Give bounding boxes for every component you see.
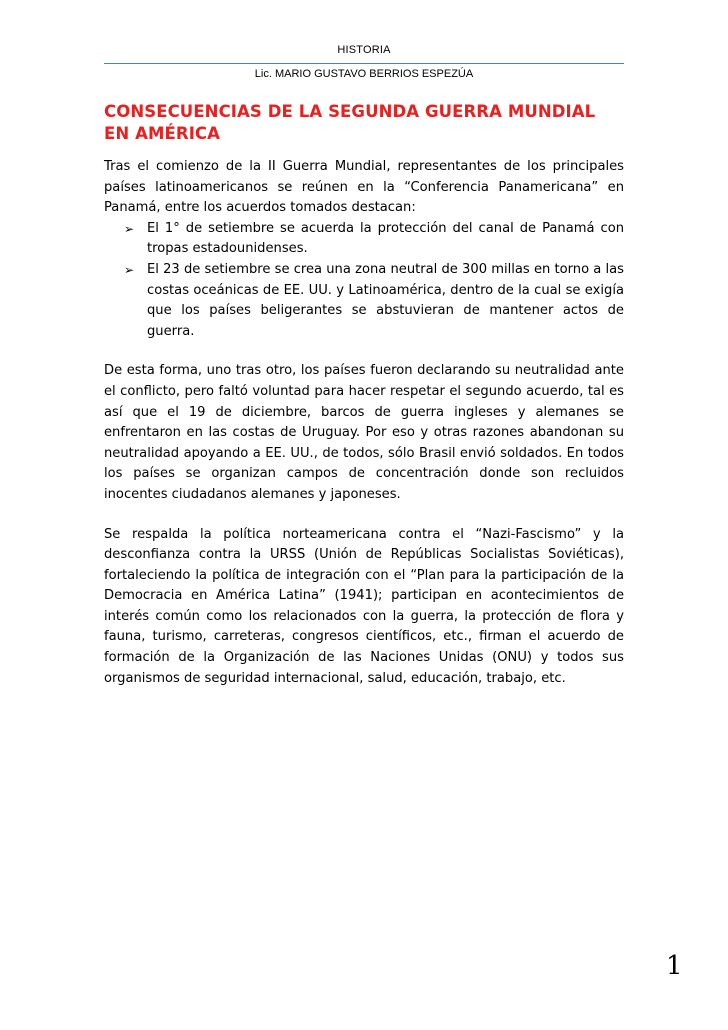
header-author: Lic. MARIO GUSTAVO BERRIOS ESPEZÚA	[254, 68, 474, 80]
list-item	[124, 260, 624, 342]
list-item-text: El 23 de setiembre se crea una zona neutral de 300 millas en torno a las costas oceánicas de EE. UU. y Latinoamérica, dentro de la cual se exigía que los países beligerantes se abstuvieran de mantener actos de guerra.	[147, 261, 624, 339]
document-title: CONSECUENCIAS DE LA SEGUNDA GUERRA MUNDIAL EN AMÉRICA	[104, 102, 596, 143]
paragraph-neutrality: De esta forma, uno tras otro, los países fueron declarando su neutralidad ante el conflicto, pero faltó voluntad para hacer respetar el segundo acuerdo, tal es así que el 19 de diciembre, barcos de guerra ingleses y alemanes se enfrentaron en las costas de Uruguay. Por eso y otras razones abandonan su neutralidad apoyando a EE. UU., de todos, sólo Brasil envió soldados. En todos los países se organizan campos de concentración donde son recluidos inocentes ciudadanos alemanes y japoneses.	[104, 363, 624, 502]
page-number: 1	[666, 951, 683, 981]
header-divider	[104, 63, 624, 64]
paragraph-policy: Se respalda la política norteamericana contra el “Nazi-Fascismo” y la desconfianza contra la URSS (Unión de Repúblicas Socialistas Soviéticas), fortaleciendo la política de integración con el “Plan para la participación de la Democracia en América Latina” (1941); participan en acontecimientos de interés común como los relacionados con la guerra, la protección de flora y fauna, turismo, carreteras, congresos científicos, etc., firman el acuerdo de formación de la Organización de las Naciones Unidas (ONU) y todos sus organismos de seguridad internacional, salud, educación, trabajo, etc.	[104, 526, 624, 686]
arrow-bullet-icon: ➢	[124, 221, 135, 236]
document-body	[104, 101, 624, 689]
paragraph-intro: Tras el comienzo de la II Guerra Mundial, representantes de los principales países latinoamericanos se reúnen en la “Conferencia Panamericana” en Panamá, entre los acuerdos tomados destacan:	[104, 159, 624, 216]
header-subject: HISTORIA	[337, 44, 391, 56]
arrow-bullet-icon: ➢	[124, 262, 135, 277]
list-item	[124, 219, 624, 260]
list-item-text: El 1° de setiembre se acuerda la protección del canal de Panamá con tropas estadounidenses.	[147, 220, 624, 257]
agreements-list	[104, 219, 624, 343]
